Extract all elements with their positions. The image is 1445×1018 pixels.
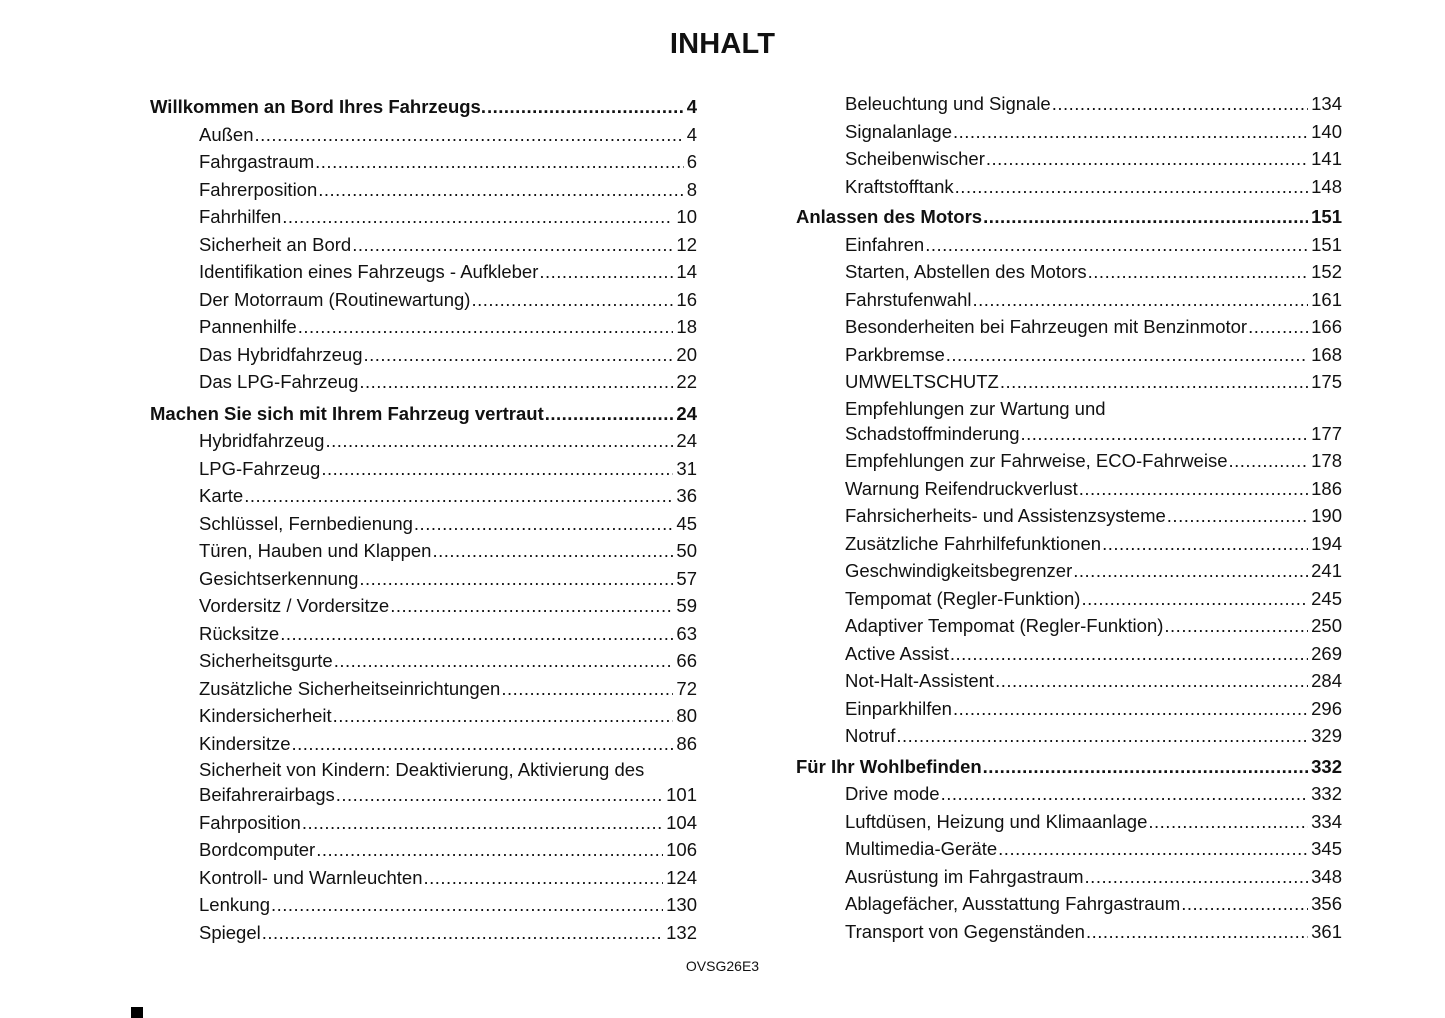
toc-item-title: Sicherheitsgurte	[199, 650, 333, 671]
toc-page-number: 250	[1311, 615, 1342, 636]
toc-item-title: Identifikation eines Fahrzeugs - Aufkleber	[199, 261, 539, 282]
toc-item-title: Kraftstofftank	[845, 175, 954, 197]
toc-item-title: Warnung Reifendruckverlust	[845, 477, 1078, 499]
page-title: INHALT	[669, 28, 776, 60]
toc-page-number: 57	[676, 567, 697, 589]
dot-leader	[471, 289, 673, 311]
toc-page-number: 72	[676, 677, 697, 699]
toc-item[interactable]	[150, 731, 697, 755]
toc-item[interactable]	[150, 369, 697, 393]
toc-page-number: 161	[1311, 288, 1342, 310]
toc-item-title: Fahrerposition	[199, 178, 318, 200]
toc-item-line2	[199, 782, 697, 806]
toc-item-title: Adaptiver Tempomat (Regler-Funktion)	[845, 615, 1164, 636]
toc-page-number: 132	[666, 921, 697, 943]
toc-page-number: 152	[1311, 261, 1342, 282]
dot-leader	[1088, 261, 1308, 283]
toc-item[interactable]	[796, 891, 1342, 915]
toc-page-number: 63	[676, 622, 697, 644]
toc-item[interactable]	[796, 146, 1342, 170]
toc-item[interactable]	[150, 428, 697, 452]
toc-section-title: Für Ihr Wohlbefinden	[796, 755, 982, 777]
toc-item-title: Transport von Gegenständen	[845, 920, 1085, 942]
toc-item[interactable]	[796, 503, 1342, 527]
toc-item-title: LPG-Fahrzeug	[199, 457, 321, 479]
toc-item-title: Fahrsicherheits- und Assistenzsysteme	[845, 505, 1166, 526]
toc-item-title: Türen, Hauben und Klappen	[199, 540, 432, 561]
dot-leader	[1085, 866, 1309, 888]
toc-page-number: 166	[1311, 316, 1342, 337]
toc-item[interactable]	[796, 613, 1342, 637]
toc-item[interactable]	[796, 369, 1342, 393]
dot-leader	[333, 705, 674, 727]
dot-leader	[925, 234, 1308, 256]
toc-item[interactable]	[150, 122, 697, 146]
toc-page-number: 334	[1311, 810, 1342, 832]
toc-item[interactable]	[796, 531, 1342, 555]
toc-item[interactable]	[796, 919, 1342, 943]
dot-leader	[282, 206, 673, 228]
dot-leader	[1248, 316, 1308, 338]
toc-item[interactable]	[796, 668, 1342, 692]
toc-page-number: 8	[686, 178, 697, 200]
dot-leader	[390, 595, 673, 617]
dot-leader	[1000, 371, 1308, 393]
toc-item-title: Sicherheit von Kindern: Deaktivierung, Aktivierung des	[199, 759, 645, 780]
document-code: OVSG26E3	[685, 958, 760, 974]
toc-page-number: 50	[676, 540, 697, 561]
toc-page-number: 20	[676, 343, 697, 365]
toc-page-number: 124	[666, 866, 697, 888]
toc-page-number: 134	[1311, 93, 1342, 114]
toc-page-number: 66	[676, 650, 697, 671]
dot-leader	[998, 838, 1308, 860]
toc-item[interactable]	[150, 538, 697, 562]
dot-leader	[414, 513, 674, 535]
toc-page-number: 4	[686, 96, 697, 117]
toc-page-number: 24	[676, 402, 697, 424]
dot-leader	[1229, 450, 1309, 472]
dot-leader	[950, 643, 1308, 665]
toc-item[interactable]	[796, 259, 1342, 283]
dot-leader	[1081, 588, 1308, 610]
toc-item[interactable]	[796, 696, 1342, 720]
toc-item-title: Einfahren	[845, 233, 925, 255]
toc-item[interactable]	[150, 483, 697, 507]
toc-item-title: Ausrüstung im Fahrgastraum	[845, 865, 1084, 887]
toc-section-title: Machen Sie sich mit Ihrem Fahrzeug vertraut	[150, 402, 544, 424]
toc-item-title: Pannenhilfe	[199, 316, 297, 337]
toc-page-number: 186	[1311, 477, 1342, 499]
corner-mark	[131, 1007, 143, 1018]
toc-item-title: Signalanlage	[845, 120, 952, 142]
toc-item-title: Starten, Abstellen des Motors	[845, 261, 1087, 282]
toc-item-title: Das LPG-Fahrzeug	[199, 371, 359, 392]
toc-item[interactable]	[796, 314, 1342, 338]
toc-item[interactable]	[150, 314, 697, 338]
toc-item[interactable]	[796, 91, 1342, 115]
toc-item-title: Gesichtserkennung	[199, 567, 359, 589]
toc-item[interactable]	[150, 648, 697, 672]
toc-item-title: Besonderheiten bei Fahrzeugen mit Benzinmotor	[845, 316, 1248, 337]
toc-item-title: Fahrhilfen	[199, 206, 282, 227]
toc-item[interactable]	[150, 259, 697, 283]
toc-page-number: 332	[1311, 783, 1342, 804]
dot-leader	[487, 96, 684, 118]
dot-leader	[302, 812, 663, 834]
dot-leader	[1167, 505, 1308, 527]
toc-page-number: 175	[1311, 371, 1342, 392]
toc-item[interactable]	[150, 566, 697, 590]
toc-item-title: Außen	[199, 123, 254, 145]
toc-page-number: 104	[666, 811, 697, 833]
toc-item-title: Zusätzliche Sicherheitseinrichtungen	[199, 677, 501, 699]
toc-page-number: 59	[676, 595, 697, 616]
dot-leader	[334, 650, 674, 672]
toc-page-number: 329	[1311, 725, 1342, 746]
toc-page-number: 24	[676, 430, 697, 451]
toc-page-number: 141	[1311, 148, 1342, 169]
toc-page-number: 4	[686, 123, 697, 145]
toc-item-title: Einparkhilfen	[845, 697, 952, 719]
toc-item-title: Scheibenwischer	[845, 148, 985, 169]
toc-page-number: 36	[676, 485, 697, 506]
toc-page-number: 140	[1311, 120, 1342, 142]
toc-section-title: Willkommen an Bord Ihres Fahrzeugs.	[150, 96, 486, 117]
toc-item-title: Sicherheit an Bord	[199, 233, 352, 255]
toc-item[interactable]	[796, 119, 1342, 143]
toc-page-number: 269	[1311, 642, 1342, 664]
toc-item-title: Vordersitz / Vordersitze	[199, 595, 390, 616]
toc-item[interactable]	[150, 837, 697, 861]
toc-section-title: Anlassen des Motors	[796, 206, 983, 227]
toc-page-number: 80	[676, 705, 697, 726]
dot-leader	[1102, 533, 1308, 555]
toc-page-number: 130	[666, 894, 697, 915]
toc-item[interactable]	[150, 892, 697, 916]
toc-item-title: Notruf	[845, 725, 896, 746]
toc-page-number: 6	[686, 151, 697, 172]
toc-item[interactable]	[150, 232, 697, 256]
toc-page-number: 10	[676, 206, 697, 227]
dot-leader	[271, 894, 663, 916]
toc-page-number: 356	[1311, 893, 1342, 914]
toc-item[interactable]	[796, 342, 1342, 366]
dot-leader	[545, 403, 674, 425]
dot-leader	[315, 151, 684, 173]
toc-item[interactable]	[150, 287, 697, 311]
toc-page-number: 45	[676, 512, 697, 534]
toc-page-number: 241	[1311, 560, 1342, 581]
toc-item[interactable]	[796, 448, 1342, 472]
toc-page-number: 86	[676, 732, 697, 754]
toc-item-title: Spiegel	[199, 921, 261, 943]
dot-leader	[1164, 615, 1308, 637]
toc-page-number: 178	[1311, 450, 1342, 471]
dot-leader	[983, 206, 1308, 228]
toc-item[interactable]	[150, 676, 697, 700]
dot-leader	[321, 458, 673, 480]
toc-page-number: 106	[666, 839, 697, 860]
toc-section[interactable]	[796, 204, 1342, 228]
toc-item[interactable]	[796, 232, 1342, 256]
toc-item[interactable]	[150, 758, 697, 806]
toc-item-title: Parkbremse	[845, 343, 945, 365]
dot-leader	[986, 148, 1308, 170]
dot-leader	[336, 784, 663, 806]
toc-item[interactable]	[796, 558, 1342, 582]
dot-leader	[946, 344, 1308, 366]
dot-leader	[995, 670, 1308, 692]
toc-item[interactable]	[150, 593, 697, 617]
dot-leader	[896, 725, 1308, 747]
toc-item-title-continued: Schadstoffminderung	[845, 422, 1020, 444]
toc-item[interactable]	[150, 149, 697, 173]
toc-item-title: Der Motorraum (Routinewartung)	[199, 288, 471, 310]
toc-item-line2	[845, 421, 1342, 445]
toc-item[interactable]	[150, 342, 697, 366]
toc-item[interactable]	[796, 809, 1342, 833]
dot-leader	[318, 179, 683, 201]
toc-item-title: Karte	[199, 485, 244, 506]
toc-page-number: 16	[676, 288, 697, 310]
dot-leader	[983, 756, 1308, 778]
toc-item[interactable]	[796, 864, 1342, 888]
toc-item-title: Zusätzliche Fahrhilfefunktionen	[845, 532, 1102, 554]
dot-leader	[501, 678, 673, 700]
toc-item-title: Drive mode	[845, 783, 940, 804]
dot-leader	[1181, 893, 1308, 915]
dot-leader	[953, 698, 1308, 720]
toc-item[interactable]	[796, 723, 1342, 747]
toc-item[interactable]	[150, 621, 697, 645]
dot-leader	[359, 568, 673, 590]
toc-page-number: 151	[1311, 206, 1342, 227]
toc-page-number: 151	[1311, 233, 1342, 255]
toc-item-title-continued: Beifahrerairbags	[199, 784, 335, 805]
toc-item[interactable]	[150, 865, 697, 889]
toc-item-title: Empfehlungen zur Wartung und	[845, 397, 1106, 419]
toc-item[interactable]	[150, 703, 697, 727]
dot-leader	[941, 783, 1309, 805]
toc-item-title: Beleuchtung und Signale	[845, 93, 1051, 114]
toc-item[interactable]	[796, 174, 1342, 198]
toc-item[interactable]	[796, 836, 1342, 860]
toc-item-title: Hybridfahrzeug	[199, 430, 325, 451]
toc-page-number: 18	[676, 316, 697, 337]
toc-page-number: 348	[1311, 865, 1342, 887]
dot-leader	[255, 124, 684, 146]
toc-item[interactable]	[796, 287, 1342, 311]
toc-page-number: 168	[1311, 343, 1342, 365]
toc-page-number: 22	[676, 371, 697, 392]
dot-leader	[539, 261, 673, 283]
dot-leader	[972, 289, 1308, 311]
toc-item-title: Tempomat (Regler-Funktion)	[845, 587, 1081, 609]
dot-leader	[244, 485, 673, 507]
dot-leader	[1086, 921, 1308, 943]
toc-page-number: 190	[1311, 505, 1342, 526]
toc-page-number: 345	[1311, 838, 1342, 859]
dot-leader	[432, 540, 673, 562]
dot-leader	[298, 316, 674, 338]
toc-item[interactable]	[796, 397, 1342, 445]
toc-item[interactable]	[796, 476, 1342, 500]
toc-page-number: 12	[676, 233, 697, 255]
dot-leader	[953, 121, 1308, 143]
dot-leader	[1073, 560, 1308, 582]
toc-item-title: Not-Halt-Assistent	[845, 670, 995, 691]
toc-item-title: Luftdüsen, Heizung und Klimaanlage	[845, 810, 1148, 832]
toc-item-title: Fahrposition	[199, 811, 301, 833]
toc-item[interactable]	[150, 204, 697, 228]
toc-item-title: Ablagefächer, Ausstattung Fahrgastraum	[845, 893, 1181, 914]
toc-item-title: UMWELTSCHUTZ	[845, 371, 999, 392]
toc-page-number: 194	[1311, 532, 1342, 554]
toc-page-number: 31	[676, 457, 697, 479]
toc-item[interactable]	[150, 920, 697, 944]
toc-item[interactable]	[150, 810, 697, 834]
toc-item-title: Rücksitze	[199, 622, 280, 644]
toc-item-title: Fahrstufenwahl	[845, 288, 972, 310]
toc-page-number: 245	[1311, 587, 1342, 609]
toc-item-title: Fahrgastraum	[199, 151, 315, 172]
toc-item[interactable]	[150, 456, 697, 480]
dot-leader	[424, 867, 664, 889]
toc-item-title: Bordcomputer	[199, 839, 316, 860]
dot-leader	[364, 344, 674, 366]
dot-leader	[1148, 811, 1308, 833]
toc-item-title: Kontroll- und Warnleuchten	[199, 866, 423, 888]
dot-leader	[359, 371, 673, 393]
toc-page-number: 14	[676, 261, 697, 282]
toc-page-number: 332	[1311, 755, 1342, 777]
dot-leader	[316, 839, 663, 861]
toc-item[interactable]	[150, 177, 697, 201]
toc-item-title: Das Hybridfahrzeug	[199, 343, 363, 365]
dot-leader	[955, 176, 1308, 198]
toc-item-title: Lenkung	[199, 894, 270, 915]
toc-page-number: 177	[1311, 422, 1342, 444]
dot-leader	[1052, 93, 1308, 115]
toc-item-title: Empfehlungen zur Fahrweise, ECO-Fahrweise	[845, 450, 1228, 471]
toc-item-title: Active Assist	[845, 642, 949, 664]
toc-item[interactable]	[150, 511, 697, 535]
dot-leader	[292, 733, 674, 755]
toc-page-number: 148	[1311, 175, 1342, 197]
toc-page-number: 284	[1311, 670, 1342, 691]
dot-leader	[352, 234, 673, 256]
dot-leader	[280, 623, 673, 645]
toc-section[interactable]	[150, 94, 697, 118]
toc-item[interactable]	[796, 586, 1342, 610]
dot-leader	[1079, 478, 1308, 500]
toc-item[interactable]	[796, 641, 1342, 665]
toc-section[interactable]	[150, 401, 697, 425]
toc-page-number: 361	[1311, 920, 1342, 942]
toc-item[interactable]	[796, 781, 1342, 805]
toc-page-number: 296	[1311, 697, 1342, 719]
toc-item-title: Kindersicherheit	[199, 705, 332, 726]
dot-leader	[325, 430, 673, 452]
dot-leader	[1021, 423, 1309, 445]
toc-section[interactable]	[796, 754, 1342, 778]
dot-leader	[262, 922, 663, 944]
toc-item-title: Kindersitze	[199, 732, 291, 754]
toc-item-title: Geschwindigkeitsbegrenzer	[845, 560, 1073, 581]
toc-item-title: Schlüssel, Fernbedienung	[199, 512, 413, 534]
toc-page-number: 101	[666, 784, 697, 805]
toc-item-title: Multimedia-Geräte	[845, 838, 998, 859]
